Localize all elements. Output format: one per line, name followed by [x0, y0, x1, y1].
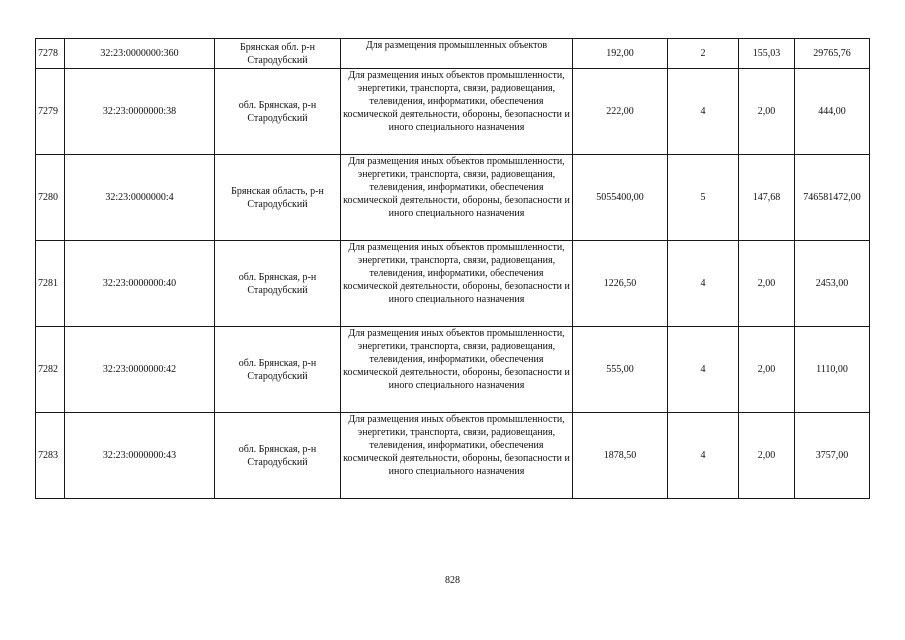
table-row	[36, 413, 870, 499]
address-cell: Брянская область, р-н Стародубский	[215, 155, 341, 241]
area-cell: 1878,50	[573, 413, 668, 499]
table-row	[36, 69, 870, 155]
cadastral-value-cell: 1110,00	[795, 327, 870, 413]
purpose-cell: Для размещения иных объектов промышленности, энергетики, транспорта, связи, радиовещания, телевидения, информатики, обеспечения космической деятельности, обороны, безопасности и иного специального назначения	[341, 155, 573, 241]
purpose-cell: Для размещения иных объектов промышленности, энергетики, транспорта, связи, радиовещания, телевидения, информатики, обеспечения космической деятельности, обороны, безопасности и иного специального назначения	[341, 241, 573, 327]
cadastral-value-cell: 746581472,00	[795, 155, 870, 241]
cadastral-value-cell: 3757,00	[795, 413, 870, 499]
row-number-cell: 7278	[36, 39, 65, 69]
cadastral-value-cell: 444,00	[795, 69, 870, 155]
row-number-cell: 7279	[36, 69, 65, 155]
rate-cell: 2,00	[739, 413, 795, 499]
rate-cell: 2,00	[739, 327, 795, 413]
purpose-cell: Для размещения промышленных объектов	[341, 39, 573, 69]
row-number-cell: 7280	[36, 155, 65, 241]
group-cell: 4	[668, 413, 739, 499]
rate-cell: 2,00	[739, 69, 795, 155]
group-cell: 4	[668, 327, 739, 413]
address-cell: обл. Брянская, р-н Стародубский	[215, 69, 341, 155]
group-cell: 2	[668, 39, 739, 69]
area-cell: 1226,50	[573, 241, 668, 327]
table-row	[36, 155, 870, 241]
rate-cell: 2,00	[739, 241, 795, 327]
group-cell: 5	[668, 155, 739, 241]
cadastral-value-cell: 29765,76	[795, 39, 870, 69]
cadastral-value-cell: 2453,00	[795, 241, 870, 327]
rate-cell: 155,03	[739, 39, 795, 69]
page-number: 828	[445, 575, 460, 586]
area-cell: 555,00	[573, 327, 668, 413]
area-cell: 222,00	[573, 69, 668, 155]
cadastral-number-cell: 32:23:0000000:42	[65, 327, 215, 413]
purpose-cell: Для размещения иных объектов промышленности, энергетики, транспорта, связи, радиовещания, телевидения, информатики, обеспечения космической деятельности, обороны, безопасности и иного специального назначения	[341, 413, 573, 499]
cadastral-number-cell: 32:23:0000000:360	[65, 39, 215, 69]
row-number-cell: 7282	[36, 327, 65, 413]
group-cell: 4	[668, 69, 739, 155]
purpose-cell: Для размещения иных объектов промышленности, энергетики, транспорта, связи, радиовещания, телевидения, информатики, обеспечения космической деятельности, обороны, безопасности и иного специального назначения	[341, 327, 573, 413]
cadastral-number-cell: 32:23:0000000:43	[65, 413, 215, 499]
table-body	[36, 39, 870, 499]
address-cell: обл. Брянская, р-н Стародубский	[215, 241, 341, 327]
address-cell: обл. Брянская, р-н Стародубский	[215, 327, 341, 413]
cadastral-number-cell: 32:23:0000000:40	[65, 241, 215, 327]
address-cell: обл. Брянская, р-н Стародубский	[215, 413, 341, 499]
rate-cell: 147,68	[739, 155, 795, 241]
row-number-cell: 7281	[36, 241, 65, 327]
purpose-cell: Для размещения иных объектов промышленности, энергетики, транспорта, связи, радиовещания, телевидения, информатики, обеспечения космической деятельности, обороны, безопасности и иного специального назначения	[341, 69, 573, 155]
table-row	[36, 327, 870, 413]
land-registry-table	[35, 38, 870, 499]
cadastral-number-cell: 32:23:0000000:4	[65, 155, 215, 241]
group-cell: 4	[668, 241, 739, 327]
address-cell: Брянская обл. р-н Стародубский	[215, 39, 341, 69]
cadastral-number-cell: 32:23:0000000:38	[65, 69, 215, 155]
area-cell: 5055400,00	[573, 155, 668, 241]
table-row	[36, 241, 870, 327]
row-number-cell: 7283	[36, 413, 65, 499]
area-cell: 192,00	[573, 39, 668, 69]
table-row	[36, 39, 870, 69]
